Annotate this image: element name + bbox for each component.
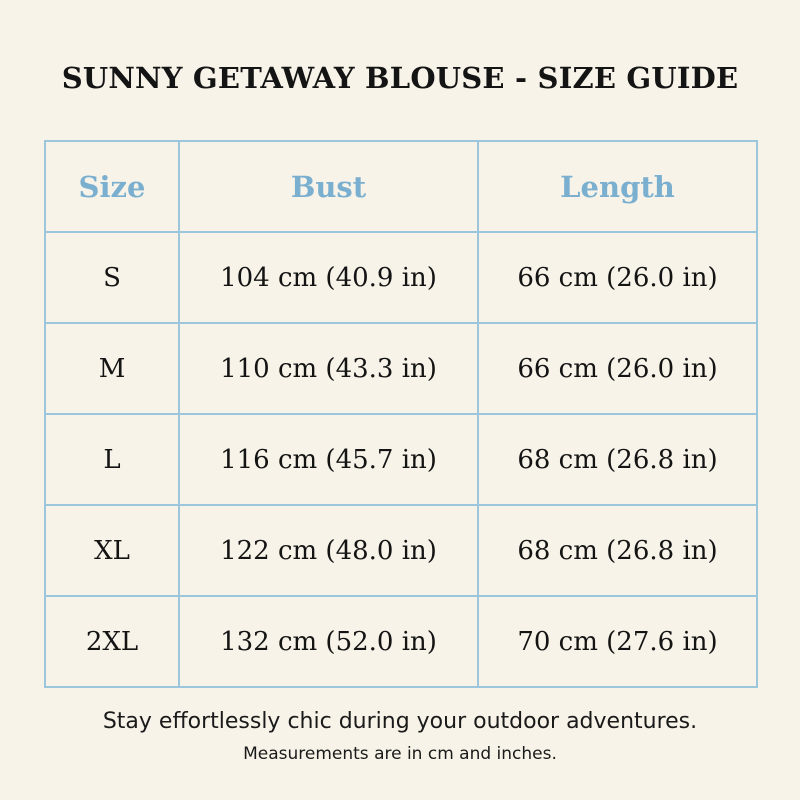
table-row bbox=[45, 596, 757, 687]
bust-cell: 110 cm (43.3 in) bbox=[179, 323, 478, 414]
size-cell: S bbox=[45, 232, 179, 323]
size-cell: M bbox=[45, 323, 179, 414]
column-header-size: Size bbox=[45, 141, 179, 232]
bust-cell: 104 cm (40.9 in) bbox=[179, 232, 478, 323]
table-row bbox=[45, 505, 757, 596]
bust-cell: 116 cm (45.7 in) bbox=[179, 414, 478, 505]
page-title: SUNNY GETAWAY BLOUSE - SIZE GUIDE bbox=[61, 61, 739, 95]
column-header-bust: Bust bbox=[179, 141, 478, 232]
bust-cell: 122 cm (48.0 in) bbox=[179, 505, 478, 596]
size-cell: L bbox=[45, 414, 179, 505]
length-cell: 68 cm (26.8 in) bbox=[478, 505, 757, 596]
table-header-row bbox=[45, 141, 757, 232]
column-header-length: Length bbox=[478, 141, 757, 232]
bust-cell: 132 cm (52.0 in) bbox=[179, 596, 478, 687]
footer-tagline: Stay effortlessly chic during your outdoor adventures. bbox=[102, 709, 698, 734]
footer-note: Measurements are in cm and inches. bbox=[243, 744, 557, 764]
size-cell: 2XL bbox=[45, 596, 179, 687]
table-row bbox=[45, 414, 757, 505]
size-guide-table bbox=[44, 140, 758, 688]
size-cell: XL bbox=[45, 505, 179, 596]
length-cell: 66 cm (26.0 in) bbox=[478, 323, 757, 414]
table-row bbox=[45, 232, 757, 323]
table-row bbox=[45, 323, 757, 414]
length-cell: 66 cm (26.0 in) bbox=[478, 232, 757, 323]
length-cell: 70 cm (27.6 in) bbox=[478, 596, 757, 687]
length-cell: 68 cm (26.8 in) bbox=[478, 414, 757, 505]
